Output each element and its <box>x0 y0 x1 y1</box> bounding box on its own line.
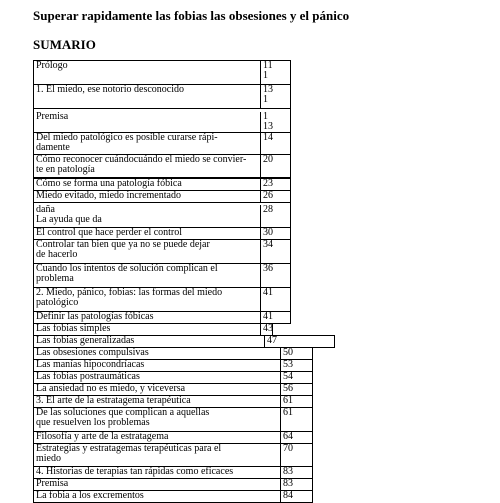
toc-row <box>33 407 313 432</box>
toc-entry-text: Prólogo <box>36 60 68 71</box>
toc-entry-text: Las fobias generalizadas <box>36 335 135 346</box>
toc-row <box>33 108 291 133</box>
toc-entry-page: 70 <box>280 444 312 466</box>
toc-entry-page: 41 <box>260 288 290 311</box>
toc-entry-page: 30 <box>260 228 290 239</box>
toc-entry-page: 61 <box>280 408 312 431</box>
toc-entry-page: 53 <box>280 360 312 371</box>
toc-entry-text: daña La ayuda que da <box>36 204 102 225</box>
toc-entry-page: 43 <box>260 324 274 335</box>
toc-entry-text: Cuando los intentos de solución complican el problema <box>36 263 218 284</box>
toc-entry-text: 4. Historias de terapias tan rápidas como eficaces <box>36 466 234 477</box>
toc-entry-text: Cómo se forma una patología fóbica <box>36 178 182 189</box>
toc-entry-text: 2. Miedo, pánico, fobias: las formas del miedo patológico <box>36 287 223 308</box>
toc-row <box>33 443 313 467</box>
toc-entry-page: 34 <box>260 240 290 263</box>
toc-entry-page: 1 13 <box>260 112 290 134</box>
toc-entry-page: 50 <box>280 348 312 359</box>
toc-row <box>33 287 291 312</box>
toc-entry-text: Las obsesiones compulsivas <box>36 347 149 358</box>
toc-entry-text: 3. El arte de la estratagema terapéutica <box>36 395 191 406</box>
toc-entry-page: 47 <box>264 336 334 347</box>
toc-row <box>33 84 291 109</box>
toc-entry-text: Del miedo patológico es posible curarse rápi- damente <box>36 132 218 153</box>
toc-entry-page: 14 <box>260 133 290 154</box>
toc-entry-text: La fobia a los excrementos <box>36 490 144 501</box>
toc-row <box>33 490 313 503</box>
toc-entry-page: 28 <box>260 205 290 229</box>
toc-entry-text: 1. El miedo, ese notorio desconocido <box>36 84 185 95</box>
toc-row <box>33 263 291 288</box>
toc-row <box>33 202 291 228</box>
toc-entry-page: 11 1 <box>260 61 290 84</box>
toc-entry-text: Definir las patologías fóbicas <box>36 311 154 322</box>
toc-entry-page: 61 <box>280 396 312 407</box>
toc-entry-text: Las fobias postraumáticas <box>36 371 140 382</box>
toc-entry-text: Premisa <box>36 111 69 122</box>
toc-entry-page: 54 <box>280 372 312 383</box>
toc-entry-page: 20 <box>260 155 290 177</box>
toc-entry-text: Estrategias y estratagemas terapéuticas para el miedo <box>36 443 222 464</box>
toc-row <box>33 132 291 155</box>
toc-entry-text: La ansiedad no es miedo, y viceversa <box>36 383 186 394</box>
toc-entry-page: 83 <box>280 467 312 478</box>
toc-entry-text: Las manías hipocondríacas <box>36 359 145 370</box>
section-heading: SUMARIO <box>33 37 96 52</box>
toc-entry-page: 64 <box>280 432 312 443</box>
toc-entry-page: 23 <box>260 179 290 190</box>
toc-entry-text: El control que hace perder el control <box>36 227 183 238</box>
toc-entry-text: Miedo evitado, miedo incrementado <box>36 190 181 201</box>
toc-entry-text: Las fobias simples <box>36 323 111 334</box>
document-title: Superar rapidamente las fobias las obsesiones y el pánico <box>33 8 350 23</box>
toc-row <box>33 239 291 264</box>
toc-entry-page: 26 <box>260 191 290 202</box>
toc-entry-page: 41 <box>260 312 290 323</box>
toc-entry-page: 13 1 <box>260 85 290 108</box>
toc-entry-page: 84 <box>280 491 312 502</box>
toc-row <box>33 60 291 85</box>
toc-entry-page: 56 <box>280 384 312 395</box>
toc-entry-text: Cómo reconocer cuándocuándo el miedo se convier- te en patología <box>36 154 247 175</box>
toc-entry-page: 83 <box>280 479 312 490</box>
toc-entry-text: Controlar tan bien que ya no se puede dejar de hacerlo <box>36 239 210 260</box>
toc-entry-page: 36 <box>260 264 290 287</box>
toc-row <box>33 154 291 178</box>
toc-entry-text: Premisa <box>36 478 69 489</box>
toc-entry-text: De las soluciones que complican a aquellas que resuelven los problemas <box>36 407 210 428</box>
toc-entry-text: Filosofía y arte de la estratagema <box>36 431 169 442</box>
